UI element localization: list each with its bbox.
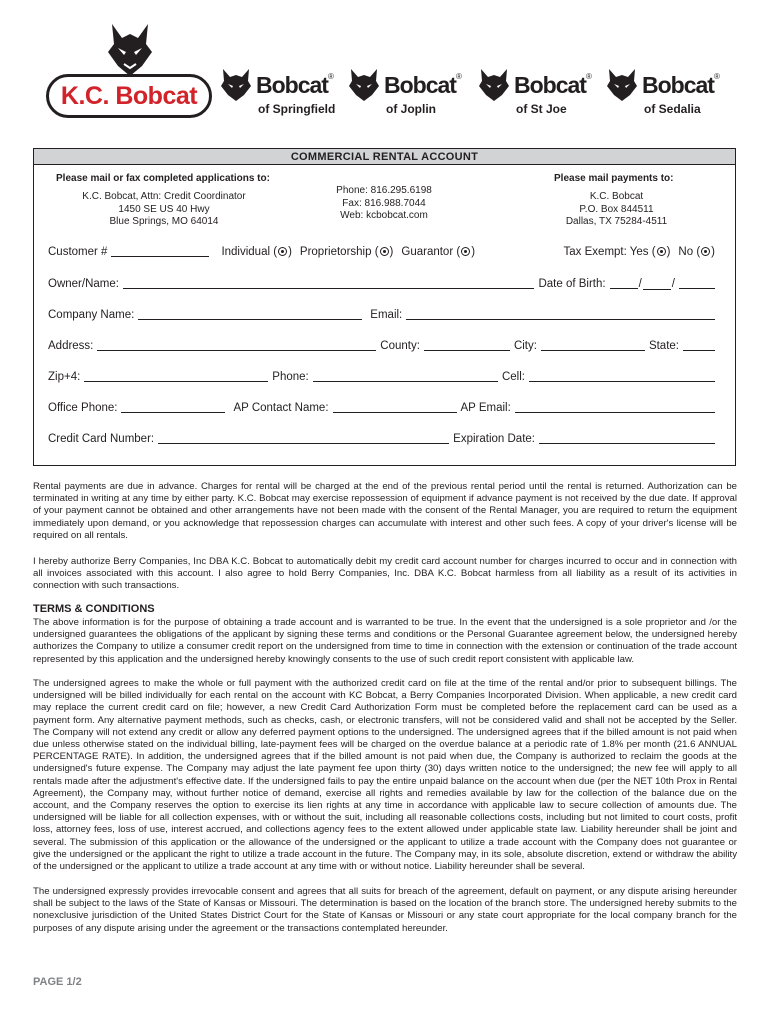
- company-row: Company Name: Email:: [48, 308, 715, 321]
- state-field[interactable]: [683, 339, 715, 351]
- form-title: COMMERCIAL RENTAL ACCOUNT: [34, 149, 735, 165]
- branch-brand: Bobcat®: [256, 72, 333, 98]
- rental-payment-paragraph: Rental payments are due in advance. Charges for rental will be charged at the end of the previous rental period until the rental is returned. Authorization can be terminated in writing at any time by either party. K.C. Bobcat may exercise repossession of equipment if advance payment is not received by the due date. If approval of your payment cannot be obtained and other arrangements have not been made with the consent of the Rental Manager, you are required to return the equipment immediately upon demand, or you acknowledge that repossession charges can accumulate with interest and other such fees. A copy of your driver's license will be required on all rentals.: [33, 481, 737, 541]
- branch-logo-st-joe: [478, 66, 608, 122]
- terms-heading: TERMS & CONDITIONS: [33, 603, 155, 615]
- bobcat-head-icon: [348, 68, 380, 102]
- ap-contact-field[interactable]: [333, 401, 457, 413]
- customer-number-field[interactable]: [111, 245, 209, 257]
- bobcat-head-icon: [606, 68, 638, 102]
- ap-email-field[interactable]: [515, 401, 715, 413]
- mail-applications-address: K.C. Bobcat, Attn: Credit Coordinator 1450 SE US 40 Hwy Blue Springs, MO 64014: [82, 191, 246, 227]
- dob-month-field[interactable]: [610, 277, 638, 289]
- mail-payments-address: K.C. Bobcat P.O. Box 844511 Dallas, TX 75284-4511: [565, 191, 668, 227]
- branch-brand: Bobcat®: [642, 72, 719, 98]
- page-number: PAGE 1/2: [33, 976, 82, 988]
- authorization-paragraph: I hereby authorize Berry Companies, Inc DBA K.C. Bobcat to automatically debit my credit card account number for charges incurred to occur and in connection with all invoices associated with this account. I also agree to hold Berry Companies, Inc. DBA K.C. Bobcat harmless from all liability as a result of its activities in connection with such transactions.: [33, 556, 737, 592]
- bobcat-head-icon: [106, 22, 154, 78]
- kc-bobcat-wordmark: K.C. Bobcat: [60, 81, 198, 110]
- branch-location: of St Joe: [516, 102, 567, 116]
- owner-row: Owner/Name: Date of Birth: / /: [48, 277, 715, 290]
- branch-logo-springfield: [220, 66, 350, 122]
- branch-location: of Springfield: [258, 102, 336, 116]
- dob-day-field[interactable]: [643, 278, 671, 290]
- dob-year-field[interactable]: [679, 277, 715, 289]
- terms-paragraph-2: The undersigned agrees to make the whole or full payment with the authorized credit card on file at the time of the rental and/or prior to subsequent billings. The undersigned will be billed individually for each rental on the account with KC Bobcat, a Berry Companies Incorporated Division. When applicable, a new credit card may replace the current credit card on file; however, a new Credit Card Authorization Form must be completed before the replacement card can be used as a payment form. Any alternative payment methods, such as checks, cash, or electronic transfers, will not be considered valid and shall not be accepted by the Seller. The Company will not extend any credit or allow any deferred payment options to the undersigned. The undersigned agrees that if the billed amount is not paid when due unless otherwise stated on the individual billing, late-payment fees will be charged on the overdue balance at a periodic rate of 1.8% per month (21.6 ANNUAL PERCENTAGE RATE). In addition, the undersigned agrees that if the billed amount is not paid when due, the Company is authorized to reclaim the goods at the undersigned's future expense. The Company may adjust the late payment fee upon thirty (30) days written notice to the undersigned; the new fee will apply to all rentals made after the adjustment's effective date. If the undersigned fails to pay the entire unpaid balance on the account when due (per the NET 10th Prox in Rental Agreement), the Company may, without further notice of demand, exercise all rights and remedies available by law for the collection of the balance due on the account, and the Company reserves the option to exercise its lien rights at any time in accordance with applicable law to secure collection of amounts due. The undersigned will be liable for all collection expenses, with or without the suit, including all reasonable collections costs, including but not limited to court costs, profit loss, attorney fees, loss of use, interest accrued, and collections agency fees to the extent allowed under applicable state law. Liability hereunder shall be joint and several. The submission of this application or the allowance of the undersigned or the applicant to utilize a trade account with the Company does not guarantee or give the undersigned or the applicant the right to utilize a trade account in the future. The Company may, in its sole, absolute discretion, extend or withdraw the ability of the undersigned or the applicant to utilize a trade account at any time with or without notice. Liability hereunder shall be several.: [33, 678, 737, 873]
- guarantor-radio[interactable]: [461, 247, 470, 256]
- office-row: Office Phone: AP Contact Name: AP Email:: [48, 401, 715, 414]
- tax-exempt-no-radio[interactable]: [701, 247, 710, 256]
- email-field[interactable]: [406, 308, 715, 320]
- commercial-rental-form: [33, 148, 736, 466]
- kc-bobcat-logo: [46, 22, 212, 120]
- company-name-field[interactable]: [138, 308, 362, 320]
- credit-card-field[interactable]: [158, 432, 449, 444]
- expiration-date-field[interactable]: [539, 432, 715, 444]
- mail-applications-heading: Please mail or fax completed applications to:: [56, 173, 270, 184]
- kc-bobcat-badge: [46, 74, 212, 118]
- zip-row: Zip+4: Phone: Cell:: [48, 370, 715, 383]
- individual-radio[interactable]: [278, 247, 287, 256]
- phone-field[interactable]: [313, 370, 498, 382]
- address-field[interactable]: [97, 339, 376, 351]
- owner-name-field[interactable]: [123, 277, 535, 289]
- terms-paragraph-3: The undersigned expressly provides irrevocable consent and agrees that all suits for breach of the agreement, default on payment, or any dispute arising hereunder shall be subject to the laws of the State of Kansas or Missouri. The determination is based on the location of the branch store. The undersigned hereby submits to the nonexclusive jurisdiction of the United States District Court for the State of Kansas or Missouri or any state court appropriate for the local company branch for the purposes of any dispute arising under the agreement or the transactions contemplated hereunder.: [33, 886, 737, 934]
- credit-card-row: Credit Card Number: Expiration Date:: [48, 432, 715, 445]
- branch-brand: Bobcat®: [514, 72, 591, 98]
- address-row: Address: County: City: State:: [48, 339, 715, 352]
- terms-paragraph-1: The above information is for the purpose of obtaining a trade account and is warranted to be true. In the event that the undersigned is a sole proprietor and /or the undersigned guarantees the obligations of the applicant by signing these terms and conditions or the Personal Guarantee agreement below, the undersigned hereby authorizes the Company to utilize a consumer credit report on the undersigned from time to time in connection with the extension or continuation of the trade account represented by this application and the undersigned hereby knowingly consents to the use of such credit report consistent with applicable law.: [33, 617, 737, 665]
- tax-exempt-yes-radio[interactable]: [657, 247, 666, 256]
- cell-field[interactable]: [529, 370, 715, 382]
- branch-brand: Bobcat®: [384, 72, 461, 98]
- branch-logo-joplin: [348, 66, 478, 122]
- bobcat-head-icon: [478, 68, 510, 102]
- contact-info: Phone: 816.295.6198 Fax: 816.988.7044 Web: kcbobcat.com: [336, 185, 432, 221]
- city-field[interactable]: [541, 339, 645, 351]
- mail-payments-heading: Please mail payments to:: [554, 173, 674, 184]
- branch-location: of Sedalia: [644, 102, 701, 116]
- office-phone-field[interactable]: [121, 401, 225, 413]
- county-field[interactable]: [424, 339, 510, 351]
- branch-logo-sedalia: [606, 66, 736, 122]
- proprietorship-radio[interactable]: [380, 247, 389, 256]
- zip-field[interactable]: [84, 370, 268, 382]
- bobcat-head-icon: [220, 68, 252, 102]
- branch-location: of Joplin: [386, 102, 436, 116]
- customer-row: Customer # Individual ( ) Proprietorship ( ) Guarantor ( ) Tax Exempt: Yes ( ) No ( ): [48, 246, 715, 258]
